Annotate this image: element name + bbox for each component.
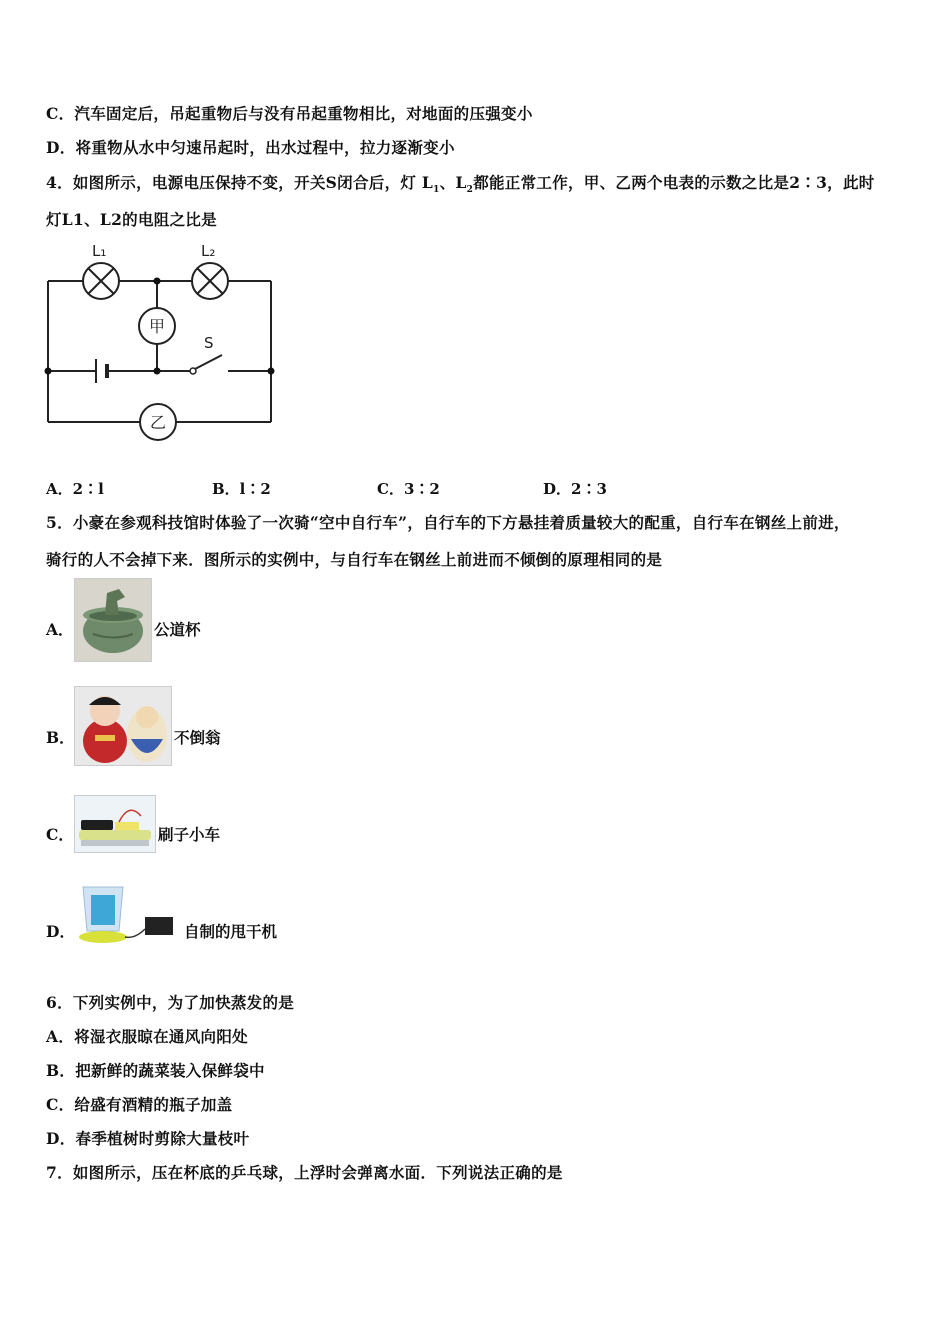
q5-option-a-caption: 公道杯 xyxy=(154,620,201,639)
q5-option-d-caption: 自制的甩干机 xyxy=(184,922,278,941)
q4-option-c: C．3∶2 xyxy=(377,480,440,498)
q5-option-b xyxy=(46,686,346,766)
q4-option-a: A．2∶l xyxy=(46,480,104,498)
q5-option-a-label: A． xyxy=(46,620,74,639)
junction-dot xyxy=(268,368,275,375)
lamp-l1-label: L₁ xyxy=(92,242,107,260)
meter-jia-label: 甲 xyxy=(148,317,166,336)
q7-stem: 7．如图所示，压在杯底的乒乓球，上浮时会弹离水面．下列说法正确的是 xyxy=(46,1163,563,1182)
q4-stem-line1 xyxy=(46,171,875,195)
junction-dot xyxy=(45,368,52,375)
q6-option-c: C．给盛有酒精的瓶子加盖 xyxy=(46,1095,233,1114)
q6-option-b: B．把新鲜的蔬菜装入保鲜袋中 xyxy=(46,1061,265,1080)
q6-option-d: D．春季植树时剪除大量枝叶 xyxy=(46,1129,250,1148)
q4-text-c: 都能正常工作，甲、乙两个电表的示数之比是2∶3，此时 xyxy=(473,173,875,192)
q6-stem: 6．下列实例中，为了加快蒸发的是 xyxy=(46,993,295,1012)
q5-option-d-label: D． xyxy=(46,922,75,941)
junction-dot xyxy=(154,278,161,285)
q3-option-d: D．将重物从水中匀速吊起时，出水过程中，拉力逐渐变小 xyxy=(46,138,455,157)
q5-option-b-label: B． xyxy=(46,728,75,747)
brush-car-image xyxy=(74,795,156,853)
q4-text-b: 、L xyxy=(439,173,467,192)
q5-option-c-caption: 刷子小车 xyxy=(158,825,221,844)
q4-sub1: 1 xyxy=(433,185,440,196)
q4-option-b: B．l∶2 xyxy=(212,480,271,498)
q4-sub2: 2 xyxy=(466,185,474,196)
q5-option-d xyxy=(46,878,346,948)
q5-option-c xyxy=(46,795,346,853)
q3-option-c: C．汽车固定后，吊起重物后与没有吊起重物相比，对地面的压强变小 xyxy=(46,104,533,123)
junction-dot xyxy=(154,368,161,375)
q5-option-b-caption: 不倒翁 xyxy=(174,728,221,747)
q4-stem-line2: 灯L1、L2的电阻之比是 xyxy=(46,210,217,229)
tumbler-toy-image xyxy=(74,686,172,766)
lamp-l2 xyxy=(192,263,228,299)
q6-option-a: A．将湿衣服晾在通风向阳处 xyxy=(46,1027,248,1046)
q5-stem-line2: 骑行的人不会掉下来．图所示的实例中，与自行车在钢丝上前进而不倾倒的原理相同的是 xyxy=(46,550,663,569)
q4-text-a: 4．如图所示，电源电压保持不变，开关S闭合后，灯 L xyxy=(46,173,434,192)
meter-yi-label: 乙 xyxy=(149,413,167,432)
q4-option-d: D．2∶3 xyxy=(543,480,607,498)
circuit-diagram xyxy=(40,238,280,448)
spin-dryer-image xyxy=(74,878,180,948)
gongdao-cup-image xyxy=(74,578,152,662)
switch-label: S xyxy=(204,334,214,352)
lamp-l1 xyxy=(83,263,119,299)
q5-option-c-label: C． xyxy=(46,825,74,844)
lamp-l2-label: L₂ xyxy=(201,242,216,260)
q5-option-a xyxy=(46,578,346,662)
switch-blade xyxy=(195,355,222,369)
q5-stem-line1: 5．小豪在参观科技馆时体验了一次骑“空中自行车”，自行车的下方悬挂着质量较大的配重，自行车在钢丝上前进， xyxy=(46,513,850,532)
